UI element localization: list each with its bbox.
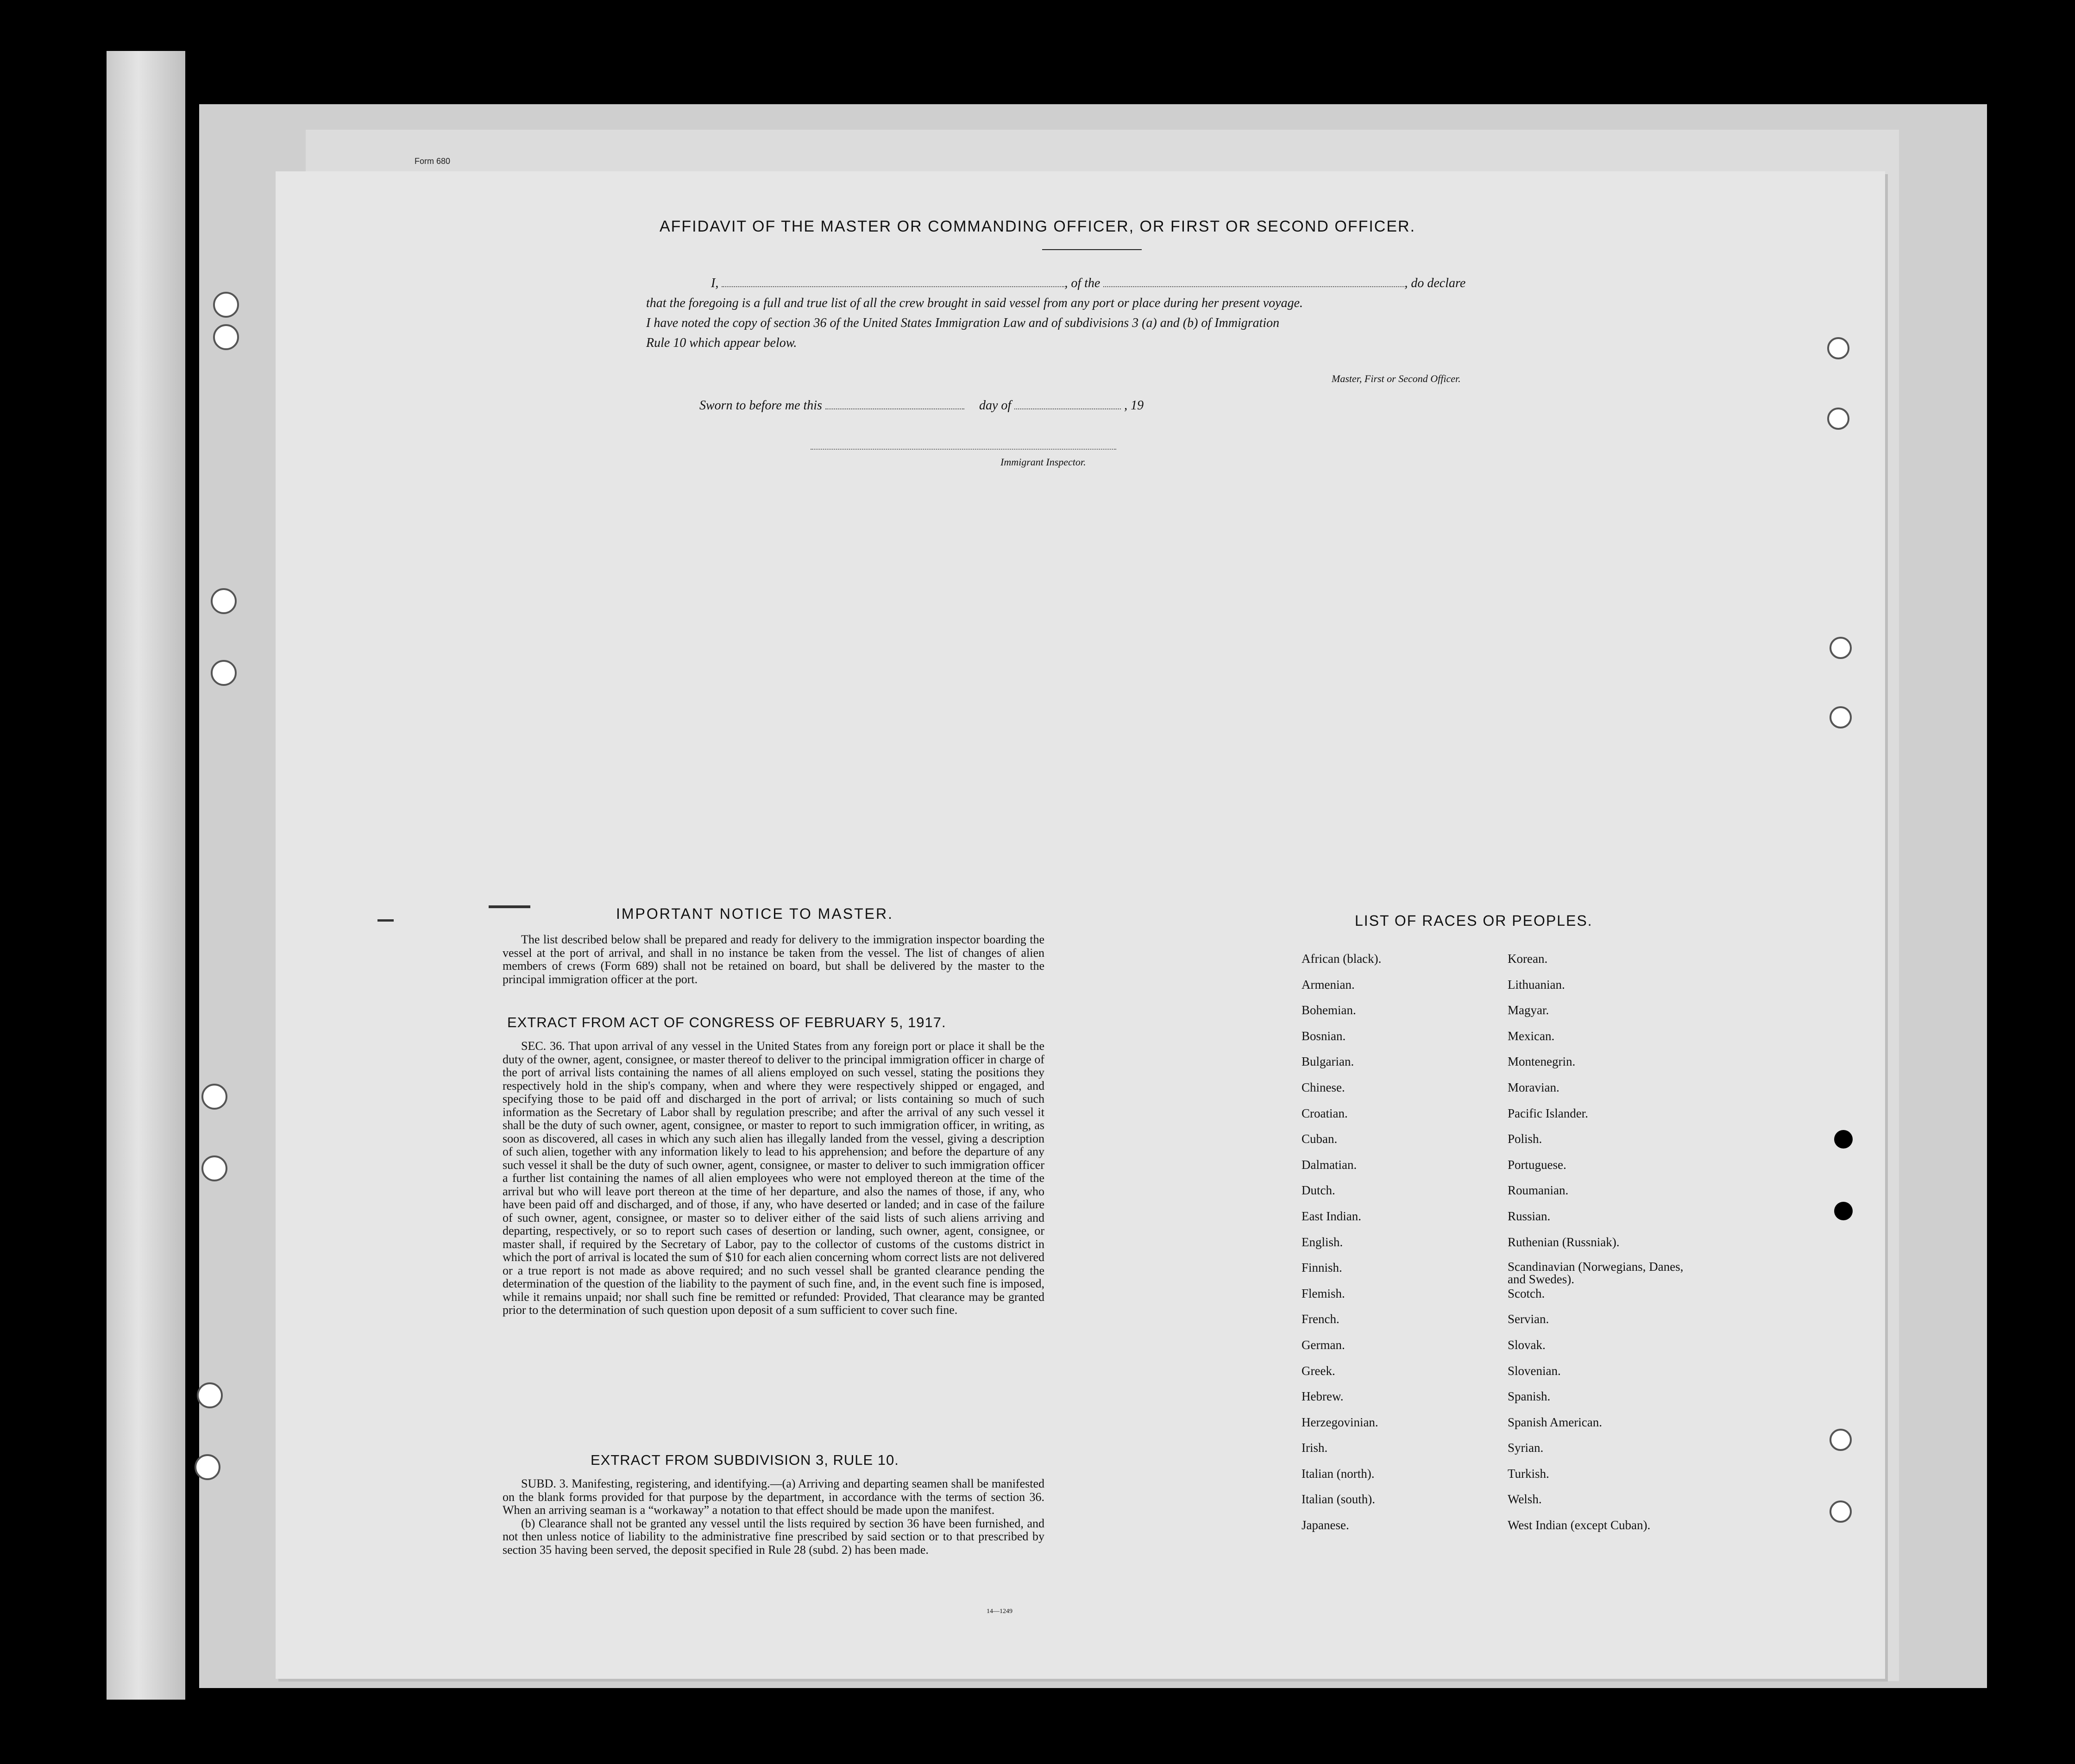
sworn-year: , 19 <box>1124 398 1144 413</box>
form-number: Form 680 <box>415 157 451 166</box>
sworn-prefix: Sworn to before me this <box>699 398 822 413</box>
punch-hole <box>201 1084 227 1110</box>
affidavit-line-1 <box>646 273 1540 293</box>
race-item: Pacific Islander. <box>1508 1106 1588 1120</box>
name-blank[interactable] <box>722 286 1064 287</box>
punch-hole <box>201 1155 227 1181</box>
race-item: French. <box>1302 1312 1339 1326</box>
race-item: Magyar. <box>1508 1003 1549 1017</box>
race-item: Scotch. <box>1508 1286 1545 1300</box>
race-item: West Indian (except Cuban). <box>1508 1518 1651 1532</box>
affidavit-i: I, <box>711 276 719 290</box>
race-item: Lithuanian. <box>1508 977 1565 992</box>
race-item: Armenian. <box>1302 977 1355 992</box>
left-binding-strip <box>107 51 185 1700</box>
race-item: Italian (south). <box>1302 1492 1375 1507</box>
notice-title: IMPORTANT NOTICE TO MASTER. <box>616 905 893 922</box>
affidavit-line-4: Rule 10 which appear below. <box>646 336 797 350</box>
punch-hole <box>211 588 237 614</box>
punch-hole <box>213 324 239 350</box>
race-item: Bosnian. <box>1302 1029 1346 1043</box>
race-item: Spanish American. <box>1508 1415 1602 1429</box>
affidavit-of-the: , of the <box>1064 276 1100 290</box>
race-item: Polish. <box>1508 1132 1542 1146</box>
sworn-month-blank[interactable] <box>1014 408 1121 409</box>
notice-text: The list described below shall be prepared and ready for delivery to the immigration inspector boarding the vessel at the port of arrival, and shall in no instance be taken from the vessel. The list of changes of alien members of crews (Form 689) shall not be retained on board, but shall be delivered by the master to the principal immigration officer at the port. <box>503 933 1044 986</box>
races-column-1 <box>1302 952 1381 1544</box>
race-item: Bohemian. <box>1302 1003 1356 1017</box>
race-item: Mexican. <box>1508 1029 1555 1043</box>
race-item: Welsh. <box>1508 1492 1542 1507</box>
print-code: 14—1249 <box>987 1608 1012 1615</box>
act-section-36: SEC. 36. That upon arrival of any vessel in the United States from any foreign port or place it shall be the duty of the owner, agent, consignee, or master thereof to deliver to the principal immigration officer in charge of the port of arrival lists containing the names of all aliens employed on such vessel, stating the positions they respectively hold in the ship's company, when and where they were respectively shipped or engaged, and specifying those to be paid off and discharged in the port of arrival; or lists containing so much of such information as the Secretary of Labor shall by regulation prescribe; and after the arrival of any such vessel it shall be the duty of such owner, agent, consignee, or master to report to such immigration officer, in writing, as soon as discovered, all cases in which any such alien has illegally landed from the vessel, giving a description of such alien, together with any information likely to lead to his apprehension; and before the departure of any such vessel it shall be the duty of such owner, agent, consignee, or master to deliver to such immigration officer a further list containing the names of all alien employees who were not employed thereon at the time of the arrival but who will leave port thereon at the time of her departure, and also the names of those, if any, who have been paid off and discharged, and of those, if any, who have deserted or landed; and in case of the failure of such owner, agent, consignee, or master so to deliver either of the said lists of such aliens arriving and departing, respectively, or so to report such cases of desertion or landing, such owner, agent, consignee, or master shall, if required by the Secretary of Labor, pay to the collector of customs of the customs district in which the port of arrival is located the sum of $10 for each alien concerning whom correct lists are not delivered or a true report is not made as above required; and no such vessel shall be granted clearance pending the determination of the question of the liability to the payment of such fine, and, in the event such fine is imposed, while it remains unpaid; nor shall such fine be remitted or refunded: Provided, That clearance may be granted prior to the determination of such question upon deposit of a sum sufficient to cover such fine. <box>503 1039 1044 1317</box>
punch-dot <box>1834 1130 1853 1149</box>
race-item: Korean. <box>1508 952 1548 966</box>
sworn-day-label: day of <box>979 398 1012 413</box>
race-item: Spanish. <box>1508 1389 1551 1404</box>
races-column-2 <box>1508 952 1684 1544</box>
race-item: Flemish. <box>1302 1286 1345 1300</box>
rule-extract-title: EXTRACT FROM SUBDIVISION 3, RULE 10. <box>591 1452 899 1468</box>
race-item: Dutch. <box>1302 1183 1335 1198</box>
race-item: African (black). <box>1302 952 1382 966</box>
race-item: Scandinavian (Norwegians, Danes, and Swedes). <box>1508 1260 1684 1287</box>
vessel-blank[interactable] <box>1103 286 1404 287</box>
affidavit-line-3: I have noted the copy of section 36 of the United States Immigration Law and of subdivisions 3 (a) and (b) of Immigration <box>646 316 1280 330</box>
rule-extract-body <box>503 1477 1044 1557</box>
race-item: Bulgarian. <box>1302 1055 1354 1069</box>
title-rule <box>1042 249 1142 250</box>
races-title: LIST OF RACES OR PEOPLES. <box>1355 912 1593 929</box>
affidavit-declare: , do declare <box>1404 276 1466 290</box>
punch-hole <box>1830 706 1852 728</box>
race-item: Irish. <box>1302 1441 1328 1455</box>
race-item: Hebrew. <box>1302 1389 1344 1404</box>
race-item: Portuguese. <box>1508 1157 1566 1172</box>
race-item: Montenegrin. <box>1508 1055 1576 1069</box>
affidavit-title: AFFIDAVIT OF THE MASTER OR COMMANDING OFFICER, OR FIRST OR SECOND OFFICER. <box>659 218 1416 235</box>
punch-hole <box>213 292 239 318</box>
race-item: Roumanian. <box>1508 1183 1569 1198</box>
punch-hole <box>197 1382 223 1408</box>
punch-hole <box>211 660 237 686</box>
race-item: Slovak. <box>1508 1337 1546 1352</box>
race-item: Croatian. <box>1302 1106 1348 1120</box>
race-item: Herzegovinian. <box>1302 1415 1378 1429</box>
ink-mark <box>377 919 394 922</box>
race-item: English. <box>1302 1235 1343 1249</box>
sworn-date-blank[interactable] <box>825 408 964 409</box>
act-extract-body <box>503 1040 1044 1317</box>
notice-body <box>503 933 1044 986</box>
race-item: Russian. <box>1508 1209 1551 1223</box>
affidavit-text <box>646 273 1540 353</box>
race-item: Servian. <box>1508 1312 1549 1326</box>
race-item: Slovenian. <box>1508 1363 1561 1378</box>
race-item: Dalmatian. <box>1302 1157 1357 1172</box>
race-item: Japanese. <box>1302 1518 1349 1532</box>
signature-label: Master, First or Second Officer. <box>1332 373 1461 384</box>
race-item: Greek. <box>1302 1363 1335 1378</box>
punch-hole <box>1830 1429 1852 1451</box>
inspector-signature-rule <box>811 448 1116 450</box>
act-extract-title: EXTRACT FROM ACT OF CONGRESS OF FEBRUARY 5, 1917. <box>507 1014 946 1030</box>
race-item: Cuban. <box>1302 1132 1338 1146</box>
affidavit-line-2: that the foregoing is a full and true list of all the crew brought in said vessel from any port or place during her present voyage. <box>646 296 1303 310</box>
inspector-label: Immigrant Inspector. <box>1000 456 1086 468</box>
race-item: Italian (north). <box>1302 1466 1375 1481</box>
race-item: German. <box>1302 1337 1345 1352</box>
race-item: East Indian. <box>1302 1209 1361 1223</box>
rule-para-b: (b) Clearance shall not be granted any vessel until the lists required by section 36 have been furnished, and not then unless notice of liability to the administrative fine prescribed by said section or to that prescribed by section 35 having been served, the deposit specified in Rule 28 (subd. 2) has been made. <box>503 1516 1044 1557</box>
race-item: Syrian. <box>1508 1441 1544 1455</box>
punch-dot <box>1834 1202 1853 1220</box>
race-item: Ruthenian (Russniak). <box>1508 1235 1620 1249</box>
punch-hole <box>1830 637 1852 659</box>
rule-para-a: SUBD. 3. Manifesting, registering, and identifying.—(a) Arriving and departing seamen shall be manifested on the blank forms provided for that purpose by the department, in accordance with the terms of section 36. When an arriving seaman is a “workaway” a notation to that effect should be made upon the manifest. <box>503 1477 1044 1517</box>
punch-hole <box>195 1454 220 1480</box>
sworn-line <box>699 398 1144 413</box>
punch-hole <box>1830 1500 1852 1523</box>
race-item: Moravian. <box>1508 1080 1559 1094</box>
punch-hole <box>1827 337 1849 359</box>
ink-mark <box>489 905 530 908</box>
race-item: Finnish. <box>1302 1261 1342 1275</box>
race-item: Turkish. <box>1508 1466 1549 1481</box>
race-item: Chinese. <box>1302 1080 1345 1094</box>
punch-hole <box>1827 408 1849 430</box>
